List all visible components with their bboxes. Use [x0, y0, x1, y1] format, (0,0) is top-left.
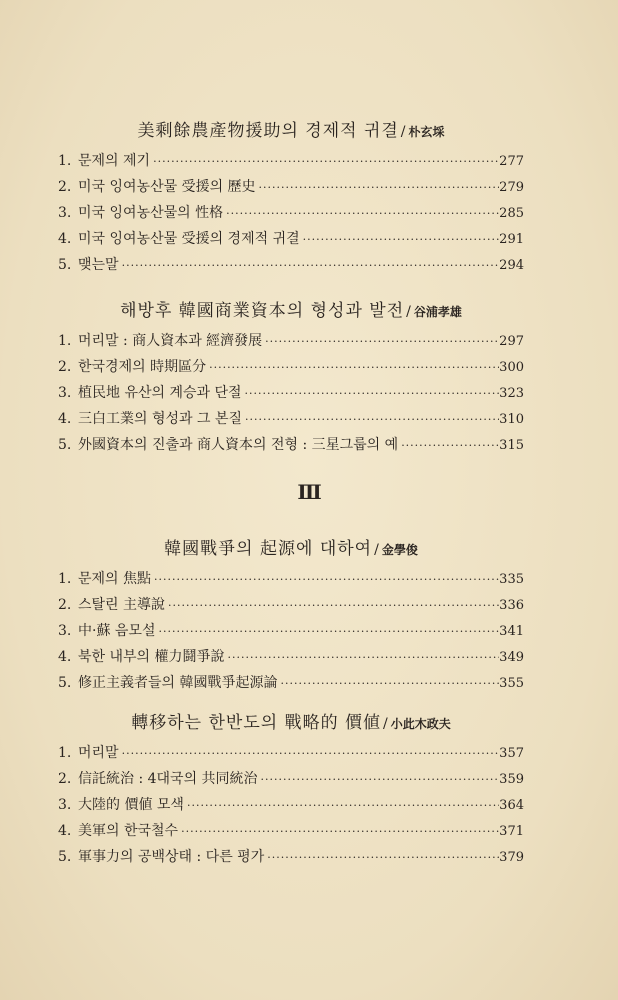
- section-title: 美剩餘農產物援助의 경제적 귀결: [137, 121, 399, 141]
- dot-leader: [181, 819, 499, 845]
- dot-leader: [265, 329, 499, 355]
- entry-number: 5.: [58, 849, 72, 865]
- part-numeral: Ⅲ: [297, 480, 321, 504]
- entry-title: 信託統治 : 4대국의 共同統治: [78, 771, 258, 787]
- separator: /: [374, 542, 380, 558]
- entry-number: 2.: [58, 359, 72, 375]
- entry-number: 4.: [58, 231, 72, 247]
- entry-page-number: 285: [499, 206, 524, 221]
- toc-entry[interactable]: [58, 226, 524, 252]
- dot-leader: [281, 671, 500, 697]
- entry-page-number: 379: [499, 850, 524, 865]
- entry-page-number: 310: [499, 412, 524, 427]
- dot-leader: [303, 227, 500, 253]
- section-heading: [58, 116, 524, 146]
- entry-title: 軍事力의 공백상태 : 다른 평가: [78, 849, 265, 865]
- entry-title: 미국 잉여농산물 受援의 歷史: [78, 179, 256, 195]
- section-heading: [58, 708, 524, 738]
- dot-leader: [154, 567, 499, 593]
- section-author: 谷浦孝雄: [413, 305, 462, 319]
- dot-leader: [401, 433, 499, 459]
- entry-page-number: 335: [499, 572, 524, 587]
- entry-title: 修正主義者들의 韓國戰爭起源論: [78, 675, 278, 691]
- entry-number: 3.: [58, 623, 72, 639]
- entry-number: 3.: [58, 205, 72, 221]
- section-author: 小此木政夫: [390, 717, 451, 731]
- section-title: 해방후 韓國商業資本의 형성과 발전: [120, 301, 405, 321]
- entry-title: 植民地 유산의 계승과 단절: [78, 385, 242, 401]
- toc-entry[interactable]: [58, 592, 524, 618]
- entry-page-number: 341: [499, 624, 524, 639]
- toc-entry[interactable]: [58, 148, 524, 174]
- entry-number: 5.: [58, 257, 72, 273]
- toc-entry[interactable]: [58, 618, 524, 644]
- toc-section: [58, 116, 524, 278]
- entry-page-number: 323: [499, 386, 524, 401]
- toc-entry[interactable]: [58, 174, 524, 200]
- dot-leader: [168, 593, 499, 619]
- section-title: 韓國戰爭의 起源에 대하여: [164, 539, 373, 559]
- entry-number: 3.: [58, 385, 72, 401]
- section-heading: [58, 296, 524, 326]
- toc-entry[interactable]: [58, 354, 524, 380]
- entry-page-number: 359: [499, 772, 524, 787]
- toc-entry[interactable]: [58, 644, 524, 670]
- entry-number: 3.: [58, 797, 72, 813]
- entry-number: 5.: [58, 437, 72, 453]
- toc-section: [58, 534, 524, 696]
- dot-leader: [228, 645, 500, 671]
- entry-page-number: 300: [499, 360, 524, 375]
- section-author: 金學俊: [381, 543, 418, 557]
- toc-entry[interactable]: [58, 328, 524, 354]
- entry-page-number: 277: [499, 154, 524, 169]
- dot-leader: [261, 767, 500, 793]
- entry-page-number: 364: [499, 798, 524, 813]
- entry-number: 2.: [58, 179, 72, 195]
- dot-leader: [226, 201, 499, 227]
- entry-title: 맺는말: [78, 257, 119, 273]
- section-author: 朴玄埰: [408, 125, 445, 139]
- entry-number: 1.: [58, 571, 72, 587]
- entry-title: 三白工業의 형성과 그 본질: [78, 411, 243, 427]
- entry-page-number: 291: [499, 232, 524, 247]
- entry-number: 4.: [58, 411, 72, 427]
- entry-title: 中·蘇 음모설: [78, 623, 156, 639]
- dot-leader: [122, 253, 500, 279]
- entry-number: 4.: [58, 823, 72, 839]
- entry-number: 5.: [58, 675, 72, 691]
- entry-page-number: 279: [499, 180, 524, 195]
- dot-leader: [209, 355, 499, 381]
- entry-title: 미국 잉여농산물 受援의 경제적 귀결: [78, 231, 300, 247]
- toc-entry[interactable]: [58, 844, 524, 870]
- toc-entry[interactable]: [58, 740, 524, 766]
- entry-title: 스탈린 主導說: [78, 597, 166, 613]
- separator: /: [406, 304, 412, 320]
- toc-entry[interactable]: [58, 200, 524, 226]
- dot-leader: [122, 741, 500, 767]
- entry-title: 문제의 제기: [78, 153, 151, 169]
- entry-title: 大陸的 價値 모색: [78, 797, 184, 813]
- entry-page-number: 315: [499, 438, 524, 453]
- section-heading: [58, 534, 524, 564]
- entry-title: 문제의 焦點: [78, 571, 152, 587]
- toc-entry[interactable]: [58, 670, 524, 696]
- entry-number: 1.: [58, 745, 72, 761]
- toc-entry[interactable]: [58, 432, 524, 458]
- dot-leader: [259, 175, 500, 201]
- dot-leader: [158, 619, 499, 645]
- dot-leader: [187, 793, 499, 819]
- entry-page-number: 294: [499, 258, 524, 273]
- separator: /: [383, 716, 389, 732]
- toc-section: [58, 708, 524, 870]
- toc-entry[interactable]: [58, 818, 524, 844]
- toc-entry[interactable]: [58, 380, 524, 406]
- toc-entry[interactable]: [58, 792, 524, 818]
- separator: /: [400, 124, 407, 140]
- dot-leader: [245, 381, 500, 407]
- section-title: 轉移하는 한반도의 戰略的 價値: [131, 713, 381, 733]
- entry-title: 북한 내부의 權力鬪爭說: [78, 649, 225, 665]
- entry-page-number: 297: [499, 334, 524, 349]
- entry-page-number: 371: [499, 824, 524, 839]
- toc-entry[interactable]: [58, 766, 524, 792]
- entry-title: 머리말: [78, 745, 119, 761]
- dot-leader: [245, 407, 499, 433]
- entry-page-number: 349: [499, 650, 524, 665]
- entry-number: 4.: [58, 649, 72, 665]
- toc-entry[interactable]: [58, 406, 524, 432]
- entry-number: 1.: [58, 153, 72, 169]
- entry-title: 머리말 : 商人資本과 經濟發展: [78, 333, 263, 349]
- entry-number: 2.: [58, 597, 72, 613]
- entry-title: 外國資本의 진출과 商人資本의 전형 : 三星그룹의 예: [78, 437, 399, 453]
- entry-title: 미국 잉여농산물의 性格: [78, 205, 224, 221]
- entry-title: 한국경제의 時期區分: [78, 359, 207, 375]
- dot-leader: [267, 845, 499, 871]
- entry-number: 1.: [58, 333, 72, 349]
- toc-entry[interactable]: [58, 252, 524, 278]
- entry-page-number: 336: [499, 598, 524, 613]
- dot-leader: [153, 149, 499, 175]
- toc-section: [58, 296, 524, 458]
- entry-title: 美軍의 한국철수: [78, 823, 179, 839]
- entry-page-number: 357: [499, 746, 524, 761]
- entry-page-number: 355: [499, 676, 524, 691]
- entry-number: 2.: [58, 771, 72, 787]
- toc-entry[interactable]: [58, 566, 524, 592]
